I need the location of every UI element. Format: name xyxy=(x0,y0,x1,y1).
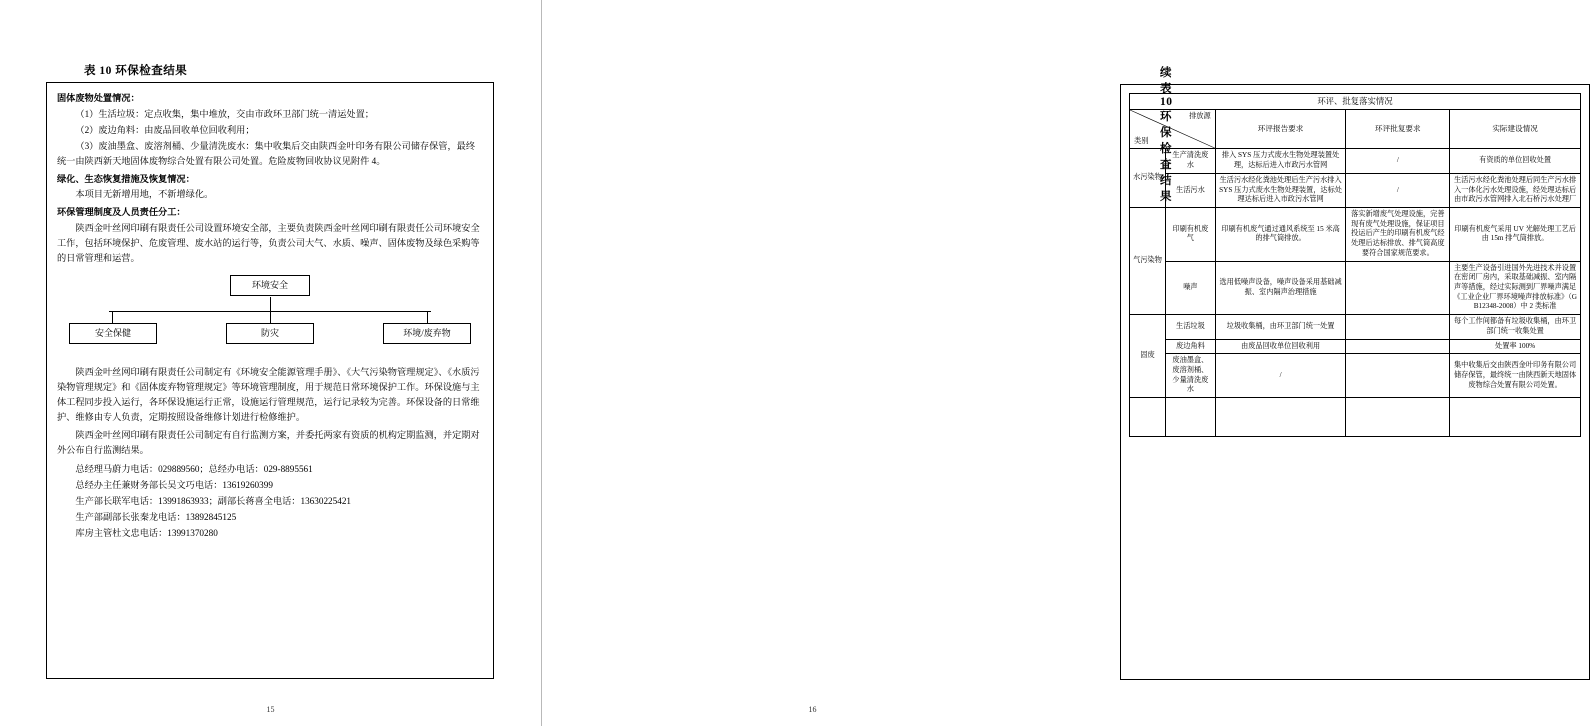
table-row xyxy=(1130,315,1581,339)
cell-eia-approval: / xyxy=(1346,173,1450,207)
right-page xyxy=(542,0,1577,726)
management-system-paragraph: 陕西金叶丝网印刷有限责任公司制定有《环境安全能源管理手册》、《大气污染物管理规定》、《水质污染物管理规定》和《固体废弃物管理规定》等环境管理制度，用于规范日常环境保护工作。环保设施与主体工程同步投入运行，各环保设施运行正常，设施运行管理规范，运行记录较为完善。环保设备的日常维护、维修由专人负责，定期按照设备维修计划进行检修维护。 xyxy=(57,366,480,422)
org-stem-1 xyxy=(112,311,113,323)
cell-actual: 集中收集后交由陕西金叶印务有限公司储存保管，最终统一由陕西新天地固体废物综合处置有限公司处置。 xyxy=(1450,354,1581,398)
cell-actual: 处置率 100% xyxy=(1450,339,1581,354)
source-waste-ink-solvent: 废油墨盒、废溶剂桶、少量清洗废水 xyxy=(1166,354,1216,398)
table-blank-row xyxy=(1130,398,1581,437)
cell-actual: 印刷有机废气采用 UV 光解处理工艺后由 15m 排气筒排放。 xyxy=(1450,207,1581,261)
management-paragraph: 陕西金叶丝网印刷有限责任公司设置环境安全部，主要负责陕西金叶丝网印刷有限责任公司环境安全工作，包括环境保护、危废管理、废水站的运行等，负责公司大气、水质、噪声、固体废物及绿色采购等的日常管理和运营。 xyxy=(57,223,480,264)
column-header-eia-approval: 环评批复要求 xyxy=(1346,110,1450,149)
source-domestic-garbage: 生活垃圾 xyxy=(1166,315,1216,339)
solid-waste-item-1: （1）生活垃圾：定点收集，集中堆放，交由市政环卫部门统一清运处置； xyxy=(75,108,374,119)
table-caption-row xyxy=(1130,94,1581,110)
source-printing-organic-waste-gas: 印刷有机废气 xyxy=(1166,207,1216,261)
cell-eia-report: / xyxy=(1215,354,1346,398)
left-content-box xyxy=(46,82,494,679)
category-solid-waste: 固废 xyxy=(1130,315,1166,398)
category-air: 气污染物 xyxy=(1130,207,1166,314)
table-row xyxy=(1130,173,1581,207)
table-row xyxy=(1130,149,1581,173)
source-scrap-material: 废边角料 xyxy=(1166,339,1216,354)
left-page-title: 表 10 环保检查结果 xyxy=(84,65,188,77)
greening-paragraph: 本项目无新增用地，不新增绿化。 xyxy=(75,189,214,200)
cell-eia-approval xyxy=(1346,339,1450,354)
org-node-disaster-prevention: 防灾 xyxy=(226,323,314,344)
contact-line-3: 生产部长联军电话：13991863933；副部长蒋喜全电话：13630225421 xyxy=(75,496,352,507)
org-stem-3 xyxy=(427,311,428,323)
source-domestic-sewage: 生活污水 xyxy=(1166,173,1216,207)
contact-line-4: 生产部副部长张秦龙电话：13892845125 xyxy=(75,512,237,523)
table-row xyxy=(1130,207,1581,261)
column-header-eia-report: 环评报告要求 xyxy=(1215,110,1346,149)
section-heading-greening: 绿化、生态恢复措施及恢复情况： xyxy=(57,173,195,184)
table-row xyxy=(1130,261,1581,315)
column-header-actual: 实际建设情况 xyxy=(1450,110,1581,149)
source-production-wash-wastewater: 生产清洗废水 xyxy=(1166,149,1216,173)
section-heading-management: 环保管理制度及人员责任分工： xyxy=(57,207,186,218)
self-monitoring-paragraph: 陕西金叶丝网印刷有限责任公司制定有自行监测方案，并委托两家有资质的机构定期监测，并定期对外公布自行监测结果。 xyxy=(57,429,480,455)
cell-eia-approval: 落实新增废气处理设施，完善现有废气处理设施，保证项目投运后产生的印刷有机废气经处理后达标排放、排气筒高度要符合国家规范要求。 xyxy=(1346,207,1450,261)
org-chart xyxy=(57,275,483,359)
cell-eia-report: 垃圾收集桶，由环卫部门统一处置 xyxy=(1215,315,1346,339)
left-page-number: 15 xyxy=(266,705,275,714)
blank-cell xyxy=(1166,398,1216,437)
cell-actual: 每个工作间都备有垃圾收集桶，由环卫部门统一收集处置 xyxy=(1450,315,1581,339)
table-row xyxy=(1130,339,1581,354)
org-connector-stems xyxy=(57,311,483,323)
solid-waste-item-2: （2）废边角料：由废品回收单位回收利用； xyxy=(75,124,255,135)
category-water: 水污染物 xyxy=(1130,149,1166,208)
corner-label-category: 类别 xyxy=(1134,136,1149,145)
cell-eia-report: 排入 SYS 压力式废水生物处理装置处理，达标后进入市政污水管网 xyxy=(1215,149,1346,173)
cell-eia-report: 生活污水经化粪池处理后生产污水排入 SYS 压力式废水生物处理装置，达标处理达标后进入市政污水管网 xyxy=(1215,173,1346,207)
right-content-box xyxy=(1120,84,1590,680)
table-row xyxy=(1130,354,1581,398)
contact-line-5: 库房主管杜文忠电话：13991370280 xyxy=(75,528,218,539)
blank-cell xyxy=(1130,398,1166,437)
blank-cell xyxy=(1215,398,1346,437)
blank-cell xyxy=(1346,398,1450,437)
right-page-number: 16 xyxy=(808,705,817,714)
cell-actual: 主要生产设备引进国外先进技术并设置在密闭厂房内，采取基础减振、室内隔声等措施，经过实际测到厂界噪声满足《工业企业厂界环境噪声排放标准》（GB12348-2008）中 2 类标准 xyxy=(1450,261,1581,315)
table-corner-cell xyxy=(1130,110,1216,149)
table-caption: 环评、批复落实情况 xyxy=(1130,94,1581,110)
left-page xyxy=(0,0,541,726)
org-stem-2 xyxy=(270,311,271,323)
table-header-row xyxy=(1130,110,1581,149)
cell-eia-approval: / xyxy=(1346,149,1450,173)
cell-actual: 生活污水经化粪池处理后同生产污水排入一体化污水处理设施，经处理达标后由市政污水管网排入北石桥污水处理厂 xyxy=(1450,173,1581,207)
cell-actual: 有资质的单位回收处置 xyxy=(1450,149,1581,173)
cell-eia-report: 选用低噪声设备，噪声设备采用基础减振、室内隔声治理措施 xyxy=(1215,261,1346,315)
right-page-title: 续表 10 环保检查结果 xyxy=(1160,67,1173,203)
org-node-environment-waste: 环境/废弃物 xyxy=(383,323,471,344)
contact-line-1: 总经理马蔚力电话：029889560；总经办电话：029-8895561 xyxy=(75,464,313,475)
blank-cell xyxy=(1450,398,1581,437)
cell-eia-report: 印刷有机废气通过通风系统至 15 米高的排气筒排放。 xyxy=(1215,207,1346,261)
org-children-row xyxy=(57,323,483,344)
cell-eia-approval xyxy=(1346,261,1450,315)
org-node-root: 环境安全 xyxy=(230,275,310,296)
org-connector-vertical xyxy=(270,297,271,311)
source-noise: 噪声 xyxy=(1166,261,1216,315)
contact-line-2: 总经办主任兼财务部长吴文巧电话：13619260399 xyxy=(75,480,273,491)
solid-waste-item-3: （3）废油墨盒、废溶剂桶、少量清洗废水：集中收集后交由陕西金叶印务有限公司储存保管，最终统一由陕西新天地固体废物综合处置有限公司处置。危险废物回收协议见附件 4。 xyxy=(57,140,476,166)
environment-table xyxy=(1129,93,1581,437)
section-heading-solid-waste: 固体废物处置情况： xyxy=(57,93,140,103)
org-node-safety-health: 安全保健 xyxy=(69,323,157,344)
cell-eia-approval xyxy=(1346,354,1450,398)
cell-eia-report: 由废品回收单位回收利用 xyxy=(1215,339,1346,354)
corner-label-source: 排放源 xyxy=(1189,112,1211,121)
cell-eia-approval xyxy=(1346,315,1450,339)
